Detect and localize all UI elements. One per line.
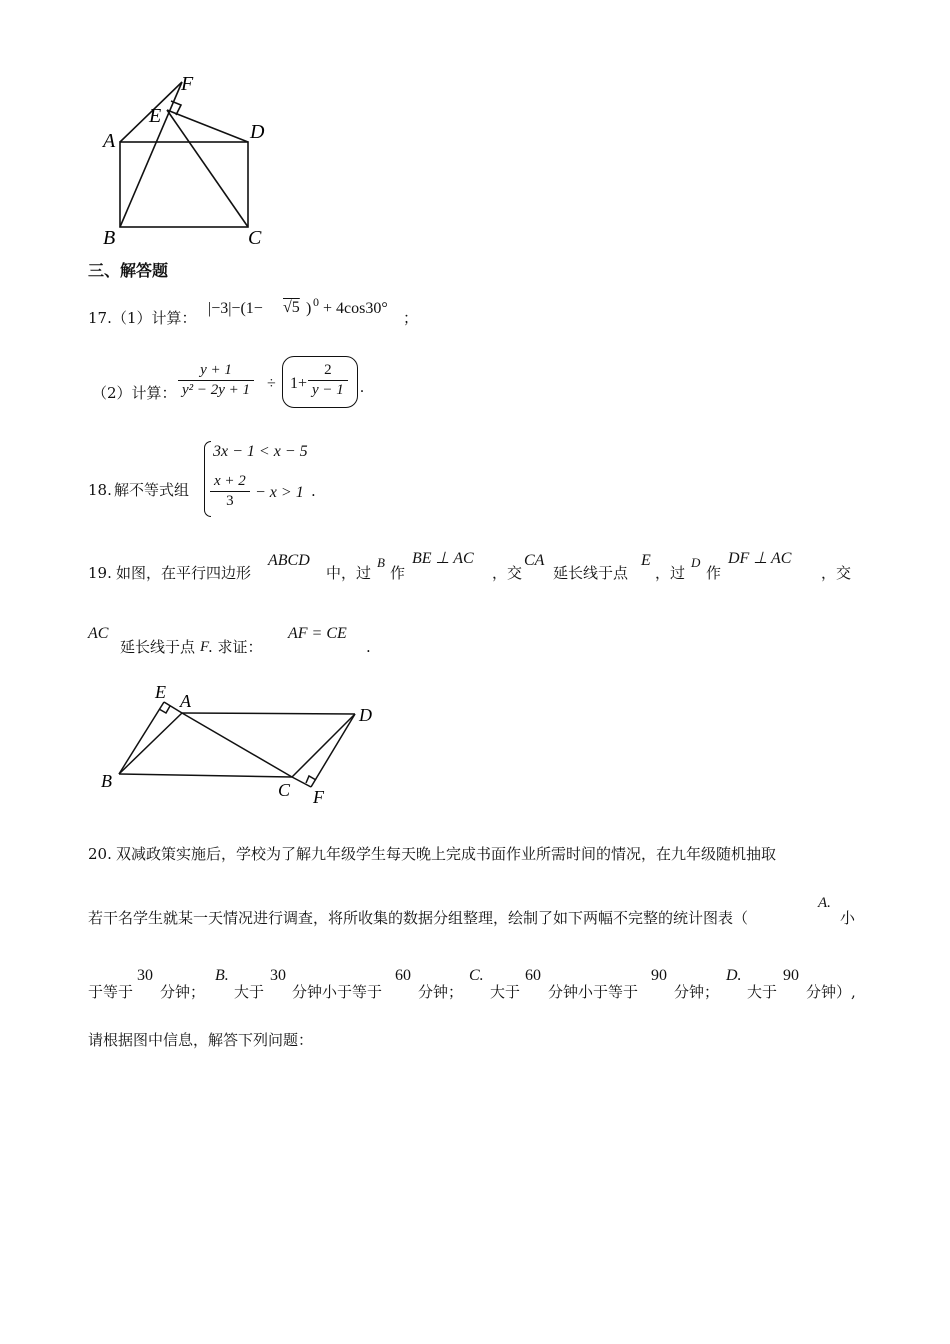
q20-l3-4: 大于 [234,983,265,1001]
q20-l3-2: 分钟； [160,983,206,1001]
q20-l3-18: 分钟）, [806,983,856,1001]
q19-text-5: 延长线于点 [553,564,629,582]
q20-l3-12: 分钟小于等于 [548,983,639,1001]
q17-part2-one: 1+ [290,375,308,392]
q17-part1-expr-b: ) [306,300,312,317]
fig2-label-D: D [359,705,372,725]
q17-part2-end: . [360,379,364,396]
q20-line2-end: 小 [840,909,856,927]
q18-frac-num: x + 2 [214,473,246,489]
fig2-label-A: A [180,691,191,711]
q20-l3-17: 90 [783,967,799,984]
q19-text-1: 如图，在平行四边形 [116,564,252,582]
fig1-label-C: C [248,227,262,249]
q20-line1: 双减政策实施后，学校为了解九年级学生每天晚上完成书面作业所需时间的情况，在九年级随机抽取 [116,845,777,863]
q20-l3-11: 60 [525,967,541,984]
q19-text-8: ，交 [821,564,852,582]
fig1-label-F: F [181,73,194,95]
q18-end: . [311,482,316,500]
q19-math-10: AF = CE [288,625,347,642]
q19-text-10: . 求证： [208,638,263,656]
fig2-label-B: B [101,771,112,791]
q19-text-11: . [366,638,371,656]
q17-number: 17. [88,309,112,327]
q17-part1-end: ； [403,309,419,327]
fig1-label-B: B [103,227,116,249]
q19-text-4: ，交 [492,564,523,582]
q18-number: 18. [88,481,112,499]
q20-l3-9: C. [469,967,484,984]
q17-part2-numerator: y + 1 [200,362,232,378]
q20-l3-14: 分钟； [674,983,720,1001]
q18-frac-den: 3 [226,493,234,509]
q20-l3-15: D. [726,967,742,984]
q20-l3-3: B. [215,967,229,984]
q18-fraction [210,472,250,511]
q20-l3-7: 60 [395,967,411,984]
q19-number: 19. [88,564,112,582]
q20-number: 20. [88,845,112,863]
q20-line2-option-a: A. [818,895,831,911]
q19-text-7: 作 [706,564,722,582]
fig2-label-F: F [313,787,324,807]
q19-text-2: 中，过 [326,564,372,582]
q17-part1-sqrt: √5 [283,299,300,316]
q19-text-9: 延长线于点 [120,638,196,656]
section-heading: 三、解答题 [88,261,169,280]
q17-part1-expr-a: |−3|−(1− [208,300,263,317]
q17-part1-expr-c: + 4cos30° [323,300,388,317]
q18-text: 解不等式组 [114,481,190,499]
fig2-label-C: C [278,780,291,800]
q17-part2-denominator: y² − 2y + 1 [182,382,251,398]
q19-math-3: BE ⊥ AC [412,550,474,567]
q19-math-2: B [377,555,385,570]
q19-math-1: ABCD [268,552,310,569]
q17-part2-numerator2: 2 [324,362,332,378]
q20-l3-0: 于等于 [88,983,134,1001]
q20-line4: 请根据图中信息，解答下列问题： [88,1031,314,1049]
q20-l3-13: 90 [651,967,667,984]
q20-line2: 若干名学生就某一天情况进行调查，将所收集的数据分组整理，绘制了如下两幅不完整的统计图表（ [88,909,749,927]
fig2-label-E: E [155,682,166,702]
q17-part2-fraction2 [308,361,348,400]
q20-l3-5: 30 [270,967,286,984]
fig1-label-A: A [103,130,116,152]
q19-math-4: CA [524,552,545,569]
q19-math-5: E [641,552,651,569]
q19-math-8: AC [88,625,109,642]
q19-text-6: ，过 [655,564,686,582]
q20-l3-10: 大于 [490,983,521,1001]
q17-part2-denominator2: y − 1 [312,382,344,398]
q17-part2-fraction [178,361,254,400]
q19-math-9: F [200,639,210,655]
q19-math-6: D [691,555,701,570]
fig1-label-D: D [250,121,265,143]
q17-part2-label: （2）计算： [92,384,177,402]
q20-l3-6: 分钟小于等于 [292,983,383,1001]
q17-part2-divide: ÷ [267,375,276,392]
figure-parallelogram-abcd [95,680,395,810]
q18-line1: 3x − 1 < x − 5 [213,443,308,460]
q20-l3-16: 大于 [747,983,778,1001]
q20-l3-1: 30 [137,967,153,984]
q17-part1-exp: 0 [313,295,319,309]
q19-text-3: 作 [390,564,406,582]
q17-part1-label: （1）计算： [112,309,197,327]
q20-l3-8: 分钟； [418,983,464,1001]
q19-math-7: DF ⊥ AC [728,550,792,567]
fig1-label-E: E [149,105,162,127]
figure-rectangle-abcd [95,70,295,255]
q18-line2-tail: − x > 1 [255,484,304,501]
